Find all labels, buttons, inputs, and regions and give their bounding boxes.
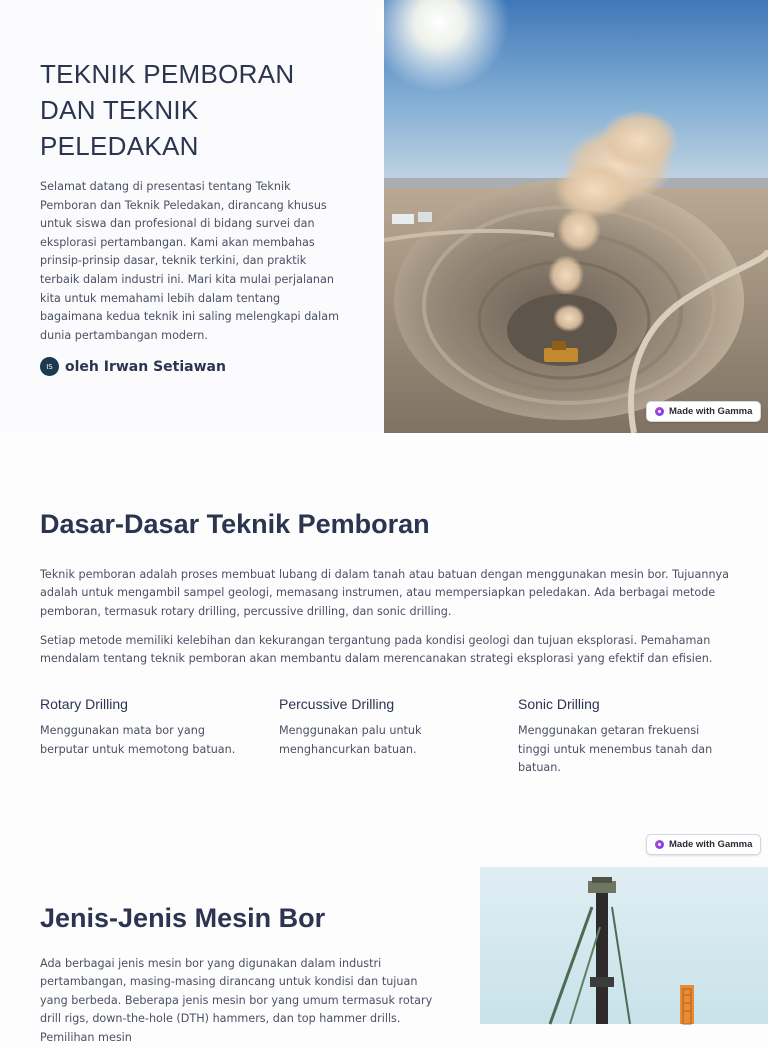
paragraph-1: Teknik pemboran adalah proses membuat lubang di dalam tanah atau batuan dengan menggunakan mesin bor. Tujuannya adalah untuk mengambil sampel geologi, memasang instrumen, atau mempersiapkan peledakan. Ada berbagai metode pemboran, termasuk rotary drilling, percussive drilling, dan sonic drilling. (40, 568, 730, 618)
section-title: Jenis-Jenis Mesin Bor (40, 903, 326, 933)
paragraph-2: Setiap metode memiliki kelebihan dan kekurangan tergantung pada kondisi geologi dan tujuan eksplorasi. Pemahaman mendalam tentang teknik pemboran akan membantu dalam merencanakan strategi eksplorasi yang efektif dan efisien. (40, 634, 713, 666)
gamma-badge-label: Made with Gamma (669, 839, 753, 850)
method-description: Menggunakan mata bor yang berputar untuk memotong batuan. (40, 724, 236, 756)
gamma-logo-icon (655, 407, 664, 416)
method-description: Menggunakan palu untuk menghancurkan batuan. (279, 724, 422, 756)
author-avatar: IS (40, 357, 59, 376)
section-title: Dasar-Dasar Teknik Pemboran (40, 509, 430, 539)
made-with-gamma-badge[interactable] (646, 401, 761, 422)
author-name: oleh Irwan Setiawan (65, 358, 226, 375)
open-pit-mine-image (384, 0, 768, 433)
slide-drill-machine-types (0, 867, 768, 1044)
drill-rig-image (480, 867, 768, 1024)
method-description: Menggunakan getaran frekuensi tinggi untuk menembus tanah dan batuan. (518, 724, 713, 775)
title-line-3: PELEDAKAN (40, 131, 199, 161)
drill-rig-photo-icon (480, 867, 768, 1024)
title-line-2: DAN TEKNIK (40, 95, 199, 125)
slide-drilling-basics (0, 433, 768, 867)
gamma-badge-label: Made with Gamma (669, 406, 753, 417)
intro-paragraph: Selamat datang di presentasi tentang Teknik Pemboran dan Teknik Peledakan, dirancang khusus untuk siswa dan profesional di bidang survei dan eksplorasi pertambangan. Kami akan membahas prinsip-prinsip dasar, teknik terkini, dan praktik terbaik dalam industri ini. Mari kita mulai perjalanan kita untuk memahami lebih dalam tentang bagaimana kedua teknik ini saling melengkapi dalam dunia pertambangan modern. (40, 180, 340, 342)
made-with-gamma-badge[interactable] (646, 834, 761, 855)
method-percussive-drilling (279, 696, 486, 778)
slide-title (0, 0, 768, 433)
paragraph: Ada berbagai jenis mesin bor yang digunakan dalam industri pertambangan, masing-masing dirancang untuk kondisi dan tujuan yang berbeda. Beberapa jenis mesin bor yang umum termasuk rotary drill rigs, down-the-hole (DTH) hammers, dan top hammer drills. Pemilihan mesin (40, 957, 433, 1044)
gamma-logo-icon (655, 840, 664, 849)
drilling-methods (40, 696, 730, 778)
method-title: Percussive Drilling (279, 696, 395, 712)
method-title: Sonic Drilling (518, 696, 600, 712)
method-rotary-drilling (40, 696, 247, 778)
open-pit-mine-photo-icon (384, 0, 768, 433)
method-sonic-drilling (518, 696, 725, 778)
author-byline (40, 357, 226, 376)
method-title: Rotary Drilling (40, 696, 128, 712)
presentation-title (40, 56, 360, 164)
title-line-1: TEKNIK PEMBORAN (40, 59, 295, 89)
